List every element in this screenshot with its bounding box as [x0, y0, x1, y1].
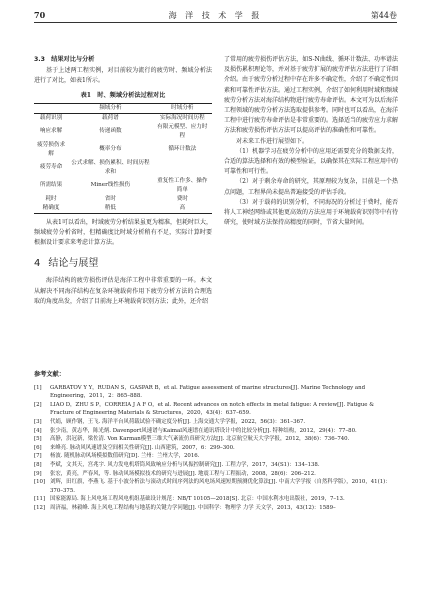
reference-text: 代娟，顾作钢，王飞. 海洋平台风荷载试验不确定度分析[J]. 上海交通大学学报，2022，56(3)：361–367.	[50, 418, 306, 425]
reference-item	[34, 461, 398, 470]
reference-number: [12]	[34, 504, 46, 511]
table-row	[34, 195, 212, 204]
paragraph: 基于上述两工程实例，对目前较为流行的疲劳时、频域分析法进行了对比，如表1所示。	[34, 67, 212, 85]
table-cell: 公式求解、损伤累积、时间历程求和	[71, 159, 150, 175]
table-row	[34, 113, 212, 123]
reference-number: [3]	[34, 418, 42, 425]
table-cell: 省时	[104, 195, 116, 202]
reference-number: [9]	[34, 470, 42, 477]
reference-text: 来峰亮. 脉动风风速谱及空间相关性研究[J]. 山西建筑，2007，6：299–300.	[50, 444, 235, 451]
table-caption: 表1 时、频域分析法过程对比	[80, 91, 166, 99]
section-heading	[34, 258, 212, 270]
subsection-heading: 3.3 结果对比与分析	[34, 56, 95, 63]
table-cell: 有限元模型、应力时程	[157, 123, 208, 139]
left-column	[34, 55, 212, 307]
reference-text: LIAO D，ZHU S P，CORREIA J A F O，et al. Recent advances on notch effects in metal fatigue: A review[J]. Fatigue & Fracture of Engineering Materials & Structures，2020，43(4)：637–659.	[50, 401, 374, 417]
reference-text: 高静，洪冠新，梁佐清. Von Karman模型三维大气紊流仿真研究方法[J]. 北京航空航天大学学报，2012，38(6)：736–740.	[50, 436, 350, 443]
reference-item	[34, 478, 398, 495]
reference-number: [8]	[34, 461, 42, 468]
table-row	[34, 123, 212, 141]
section-number: 4	[34, 258, 41, 270]
reference-text: 张少南，黄志华，陈光炳. Davenport风速谱与Kaimal风速谱在通讯塔设计中的比较分析[J]. 特种结构，2012，29(4)：77–80.	[50, 427, 357, 434]
reference-item	[34, 470, 398, 479]
paragraph: 海洋结构的疲劳损伤评估是海洋工程中非常重要的一环。本文从解决不同海洋结构在复杂环境载荷作用下疲劳分析方法的合理选取的角度出发，介绍了目前海上环境载荷识别方法；此外，还介绍	[34, 277, 212, 305]
reference-item	[34, 452, 398, 461]
table-row	[34, 177, 212, 195]
reference-number: [4]	[34, 427, 42, 434]
table-header: 时域分析	[171, 104, 194, 111]
reference-text: GARBATOV Y Y，RUDAN S，GASPAR B，et al. Fatigue assessment of marine structures[J]. Marine Technology and Engineering，2011，2：865–888.	[50, 384, 366, 400]
table-cell: 疲劳寿命	[39, 164, 63, 171]
reference-text: 刘辉，田红旗，李燕飞. 基于小波分析法与滚动式时间序列法的风电场风速短期预测优化算法[J]. 中南大学学报（自然科学版），2010，41(1)：370–375.	[50, 479, 391, 494]
section-title: 结论与展望	[48, 258, 99, 270]
table-cell: 概率分布	[99, 146, 122, 153]
reference-text: 张宏，黄亮，严春风，等. 脉动风场模拟技术的研究与进展[J]. 地震工程与工程振动，2008，28(6)：206–212.	[50, 470, 316, 477]
reference-item	[34, 504, 398, 513]
right-column	[224, 55, 398, 228]
reference-text: 杨波. 随机脉动风场模拟数值研究[D]. 兰州：兰州大学，2016.	[50, 453, 200, 460]
reference-item	[34, 427, 398, 436]
table-cell: 重复性工作多、操作简单	[157, 177, 208, 193]
table-cell: 高	[179, 204, 186, 211]
table-cell: 所需结果	[39, 182, 63, 189]
table-row	[34, 141, 212, 159]
page-header	[34, 10, 397, 23]
paragraph: 对未来工作进行展望如下。	[236, 137, 309, 145]
reference-text: 周济福，林毅峰. 海上风电工程结构与地基的关键力学问题[J]. 中国科学：物理学 力学 天文学，2013，43(12)：1589–	[50, 504, 336, 511]
reference-number: [2]	[34, 401, 42, 408]
volume-label: 第44卷	[370, 11, 397, 20]
table-header: 频域分析	[99, 104, 122, 111]
table-cell: 实际海况时间历程	[159, 114, 205, 121]
table-cell: 耗时	[45, 195, 57, 202]
reference-number: [11]	[34, 496, 46, 503]
paragraph: （2）对于剩余寿命的研究，其原理较为复杂，目前是一个热点问题，工程界尚未提出普遍接受的评估手段。	[224, 178, 398, 196]
table-row	[34, 159, 212, 177]
paragraph: 从表1可以看出，时域疲劳分析结果虽更为精准，但耗时巨大，频域疲劳分析省时，但精确度比时域分析稍有不足，实际计算时要根据设计要求来考虑计算方法。	[34, 218, 212, 247]
table-cell: 疲劳损伤求解	[37, 141, 66, 157]
table-cell: 载荷谱	[101, 114, 119, 121]
reference-text: 国家能源局. 海上风电场工程风电机组基础设计规范：NB/T 10105—2018[S]. 北京：中国水利水电出版社，2019，7–13.	[50, 496, 345, 503]
reference-text: 李斌，文其天，宫兆宇. 风力发电机塔筒风致响应分析与风振控制研究[J]. 工程力学，2017，34(S1)：134–138.	[50, 461, 320, 468]
reference-item	[34, 444, 398, 453]
paragraph: （3）对于载荷的识别分析，不同海况的分析过于费时，能否将人工神经网络或其他更高效的方法应用于环境载荷识别等中有待研究，使时域方法保持高精度的同时，节省大量时间。	[224, 198, 399, 227]
table-header-empty	[34, 103, 68, 113]
table-cell: 精确度	[42, 204, 60, 211]
references-section	[34, 371, 398, 513]
reference-number: [7]	[34, 453, 42, 460]
reference-item	[34, 401, 398, 418]
reference-item	[34, 495, 398, 504]
table-cell: 传递函数	[99, 128, 122, 135]
paragraph: 了常用的疲劳损伤评估方法，如S-N曲线、循环计数法、功率谱法及损伤累积理论等，并对基于疲劳扩展的疲劳评估方法进行了详细介绍。由于疲劳分析过程中存在许多不确定性，介绍了不确定性因素和可靠性评估方法。通过工程实例，介绍了如何利用时域和频域疲劳分析方法对海洋结构物进行疲劳寿命评估。本文可为以后海洋工程领域的疲劳分析方法选取提供参考。同时也可以看出，在海洋工程中进行疲劳寿命评估是非常重要的。选择适当的疲劳应力求解方法和疲劳损伤评估方法可以提高评估的准确性和可靠性。	[224, 56, 399, 135]
references-title: 参考文献：	[34, 371, 65, 378]
page-number: 70	[34, 10, 46, 20]
reference-item	[34, 418, 398, 427]
comparison-table	[34, 103, 212, 214]
reference-number: [5]	[34, 436, 42, 443]
table-cell: 费时	[176, 195, 188, 202]
table-cell: 稍低	[104, 204, 116, 211]
journal-title: 海 洋 技 术 学 报	[168, 11, 263, 20]
reference-number: [6]	[34, 444, 42, 451]
reference-number: [10]	[34, 479, 46, 486]
reference-item	[34, 435, 398, 444]
paragraph: （1）机器学习在疲劳分析中的应用还需要充分的数据支持，合适的算法选择和有效的模型验证，以确保其在实际工程应用中的可靠性和可行性。	[224, 147, 399, 176]
reference-number: [1]	[34, 384, 42, 391]
table-cell: 响应求解	[39, 128, 63, 135]
table-cell: 载荷识别	[39, 114, 63, 121]
table-cell: 循环计数法	[168, 146, 197, 153]
reference-item	[34, 384, 398, 401]
table-cell: Miner线性损伤	[90, 182, 131, 189]
table-row	[34, 204, 212, 214]
table-header-row	[34, 103, 212, 113]
table-cell	[153, 159, 212, 177]
